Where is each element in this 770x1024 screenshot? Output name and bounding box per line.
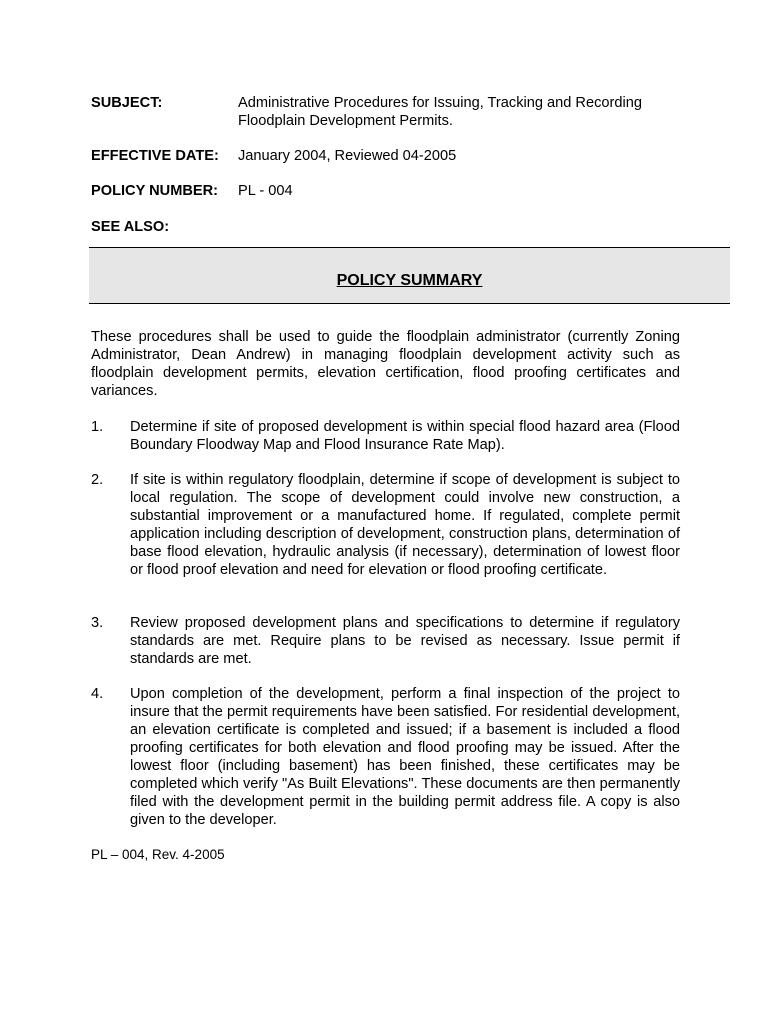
subject-label: SUBJECT: [91,95,163,111]
procedure-item-number: 1. [91,419,104,435]
effective-date-label: EFFECTIVE DATE: [91,148,219,164]
policy-summary-band [89,247,730,304]
subject-value-line-1: Administrative Procedures for Issuing, Tracking and Recording [238,95,642,111]
effective-date-value: January 2004, Reviewed 04-2005 [238,148,457,164]
procedure-item-4 [91,685,680,829]
see-also-label: SEE ALSO: [91,219,170,235]
procedure-item-number: 4. [91,686,104,702]
procedure-item-text: Review proposed development plans and specifications to determine if regulatory standards are met. Require plans to be revised as necessary. Issue permit if standards are met. [130,615,680,667]
subject-value [238,94,642,130]
intro-paragraph: These procedures shall be used to guide the floodplain administrator (currently Zoning Administrator, Dean Andrew) in managing floodplain development activity such as floodplain development permits, elevation certification, flood proofing certificates and variances. [91,329,680,399]
policy-number-value: PL - 004 [238,183,293,199]
document-footer: PL – 004, Rev. 4-2005 [91,847,225,862]
procedure-item-text: If site is within regulatory floodplain, determine if scope of development is subject to local regulation. The scope of development could involve new construction, a substantial improvement or a manufactured home. If regulated, complete permit application including description of development, construction plans, determination of base flood elevation, hydraulic analysis (if necessary), determination of lowest floor or flood proof elevation and need for elevation or flood proofing certificate. [130,472,680,578]
procedure-item-1 [91,418,680,454]
procedure-item-3 [91,614,680,668]
procedure-item-text: Determine if site of proposed development is within special flood hazard area (Flood Boundary Floodway Map and Flood Insurance Rate Map). [130,419,680,453]
policy-number-label: POLICY NUMBER: [91,183,219,199]
policy-summary-title: POLICY SUMMARY [336,272,483,289]
procedure-item-text: Upon completion of the development, perform a final inspection of the project to insure that the permit requirements have been satisfied. For residential development, an elevation certificate is completed and issued; if a basement is included a flood proofing certificates for both elevation and flood proofing may be issued. After the lowest floor (including basement) has been finished, these certificates may be completed which verify "As Built Elevations". These documents are then permanently filed with the development permit in the building permit address file. A copy is also given to the developer. [130,686,680,828]
procedure-item-number: 3. [91,615,104,631]
procedure-item-2 [91,471,680,579]
procedure-item-number: 2. [91,472,104,488]
subject-value-line-2: Floodplain Development Permits. [238,113,453,129]
